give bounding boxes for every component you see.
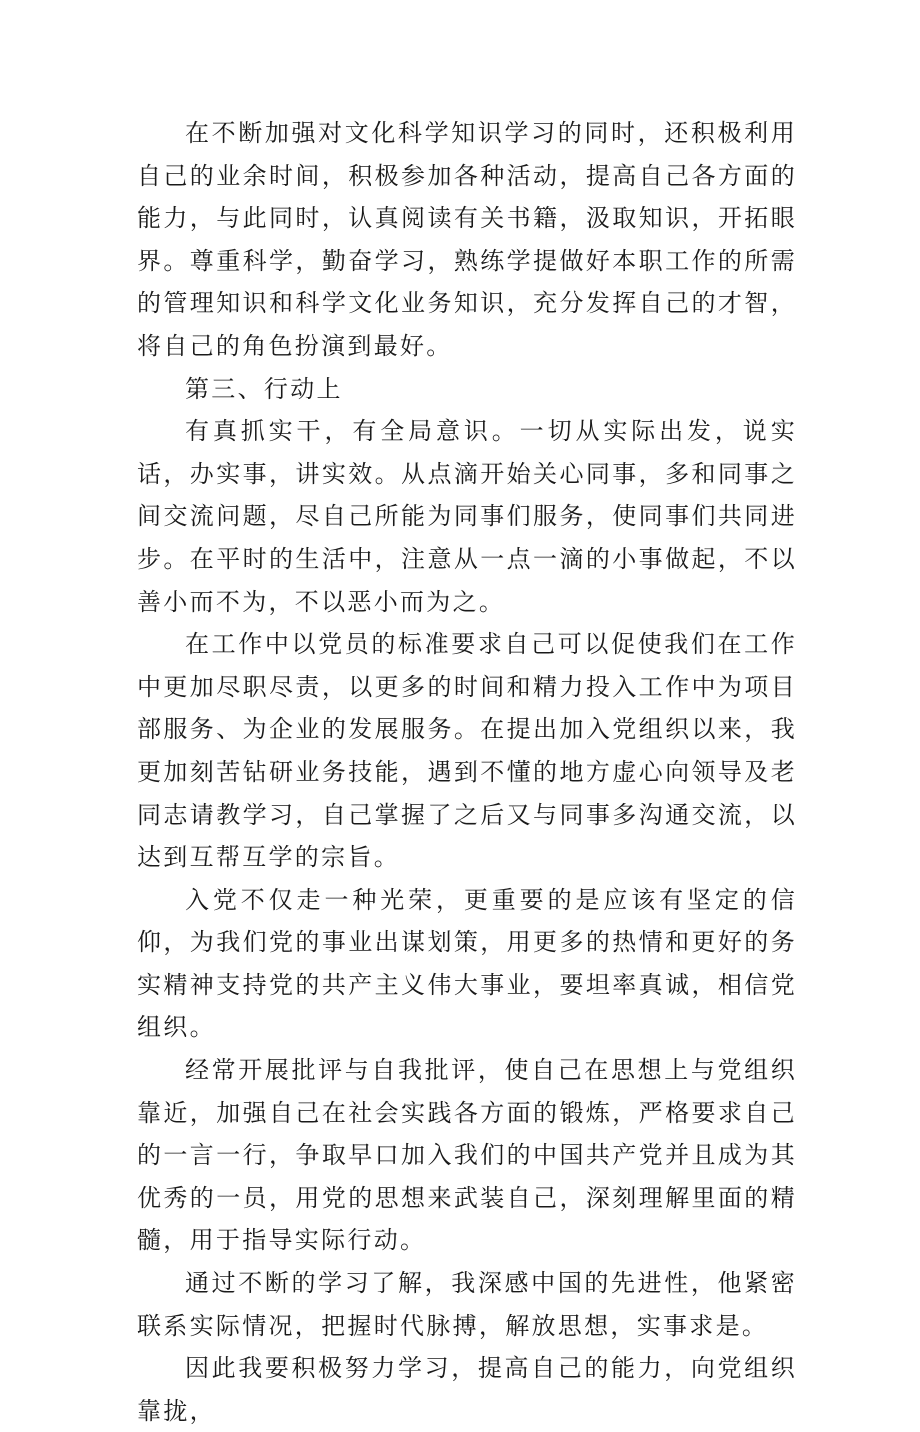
document-body [137, 112, 797, 1432]
paragraph-5: 入党不仅走一种光荣，更重要的是应该有坚定的信仰，为我们党的事业出谋划策，用更多的热情和更好的务实精神支持党的共产主义伟大事业，要坦率真诚，相信党组织。 [137, 885, 797, 1042]
paragraph-8: 因此我要积极努力学习，提高自己的能力，向党组织靠拢， [137, 1354, 797, 1425]
paragraph-3: 有真抓实干，有全局意识。一切从实际出发，说实话，办实事，讲实效。从点滴开始关心同事，多和同事之间交流问题，尽自己所能为同事们服务，使同事们共同进步。在平时的生活中，注意从一点一滴的小事做起，不以善小而不为，不以恶小而为之。 [137, 417, 797, 616]
section-heading-action: 第三、行动上 [185, 374, 343, 403]
paragraph-7: 通过不断的学习了解，我深感中国的先进性，他紧密联系实际情况，把握时代脉搏，解放思想，实事求是。 [137, 1269, 797, 1340]
paragraph-6: 经常开展批评与自我批评，使自己在思想上与党组织靠近，加强自己在社会实践各方面的锻炼，严格要求自己的一言一行，争取早口加入我们的中国共产党并且成为其优秀的一员，用党的思想来武装自己，深刻理解里面的精髓，用于指导实际行动。 [137, 1056, 797, 1255]
paragraph-4: 在工作中以党员的标准要求自己可以促使我们在工作中更加尽职尽责，以更多的时间和精力投入工作中为项目部服务、为企业的发展服务。在提出加入党组织以来，我更加刻苦钻研业务技能，遇到不懂的地方虚心向领导及老同志请教学习，自己掌握了之后又与同事多沟通交流，以达到互帮互学的宗旨。 [137, 630, 797, 872]
paragraph-1: 在不断加强对文化科学知识学习的同时，还积极利用自己的业余时间，积极参加各种活动，提高自己各方面的能力，与此同时，认真阅读有关书籍，汲取知识，开拓眼界。尊重科学，勤奋学习，熟练学提做好本职工作的所需的管理知识和科学文化业务知识，充分发挥自己的才智，将自己的角色扮演到最好。 [137, 119, 797, 360]
